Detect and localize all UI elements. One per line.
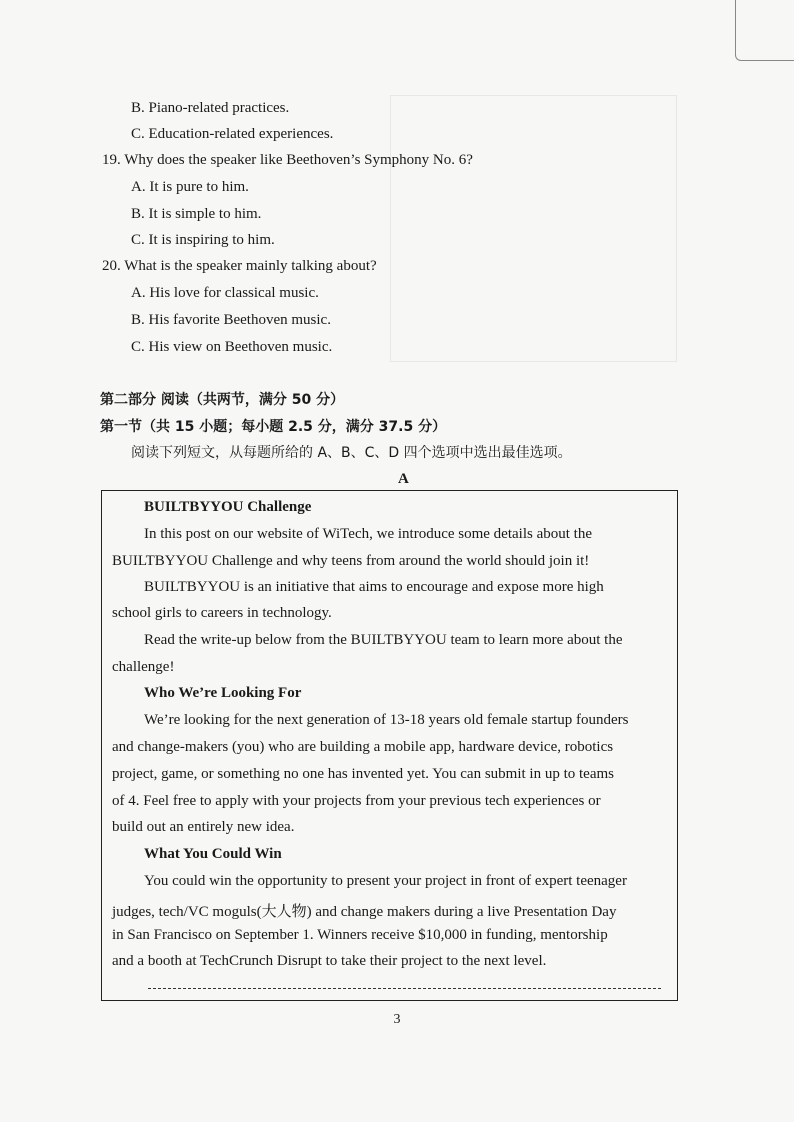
passage-line: In this post on our website of WiTech, we introduce some details about the [144, 526, 592, 542]
passage-title: BUILTBYYOU Challenge [144, 499, 312, 515]
corner-mark [735, 0, 794, 61]
section1-heading: 第一节（共 15 小题；每小题 2.5 分，满分 37.5 分） [100, 419, 447, 435]
bleed-through-box [390, 95, 677, 362]
passage-line: Read the write-up below from the BUILTBYYOU team to learn more about the [144, 632, 623, 648]
page-number: 3 [393, 1012, 401, 1027]
looking-line: project, game, or something no one has invented yet. You can submit in up to teams [112, 766, 615, 782]
q20-option-c: C. His view on Beethoven music. [131, 339, 333, 355]
looking-line: of 4. Feel free to apply with your projects from your previous tech experiences or [112, 793, 601, 809]
dashed-divider [148, 988, 661, 989]
looking-line: and change-makers (you) who are building a mobile app, hardware device, robotics [112, 739, 614, 755]
passage-line: BUILTBYYOU is an initiative that aims to encourage and expose more high [144, 579, 604, 595]
q20-option-b: B. His favorite Beethoven music. [131, 312, 331, 328]
win-line: and a booth at TechCrunch Disrupt to take their project to the next level. [112, 953, 547, 969]
q19-option-c: C. It is inspiring to him. [131, 232, 275, 248]
part2-heading: 第二部分 阅读（共两节，满分 50 分） [100, 392, 345, 408]
passage-line: challenge! [112, 659, 175, 675]
passage-box [101, 490, 678, 1001]
win-line: You could win the opportunity to present your project in front of expert teenager [144, 873, 627, 889]
win-line: judges, tech/VC moguls(大人物) and change makers during a live Presentation Day [112, 904, 617, 920]
win-line: in San Francisco on September 1. Winners receive $10,000 in funding, mentorship [112, 927, 608, 943]
q19-option-a: A. It is pure to him. [131, 179, 249, 195]
q20-stem: 20. What is the speaker mainly talking about? [102, 258, 377, 274]
passage-line: BUILTBYYOU Challenge and why teens from around the world should join it! [112, 553, 590, 569]
q19-stem: 19. Why does the speaker like Beethoven’s Symphony No. 6? [102, 152, 473, 168]
reading-instruction: 阅读下列短文，从每题所给的 A、B、C、D 四个选项中选出最佳选项。 [131, 445, 572, 461]
could-win-heading: What You Could Win [144, 846, 282, 862]
q20-option-a: A. His love for classical music. [131, 285, 319, 301]
q18-option-b: B. Piano-related practices. [131, 100, 290, 116]
looking-line: build out an entirely new idea. [112, 819, 295, 835]
passage-line: school girls to careers in technology. [112, 605, 332, 621]
passage-letter: A [398, 471, 409, 487]
looking-for-heading: Who We’re Looking For [144, 685, 302, 701]
q19-option-b: B. It is simple to him. [131, 206, 262, 222]
q18-option-c: C. Education-related experiences. [131, 126, 334, 142]
looking-line: We’re looking for the next generation of 13-18 years old female startup founders [144, 712, 629, 728]
